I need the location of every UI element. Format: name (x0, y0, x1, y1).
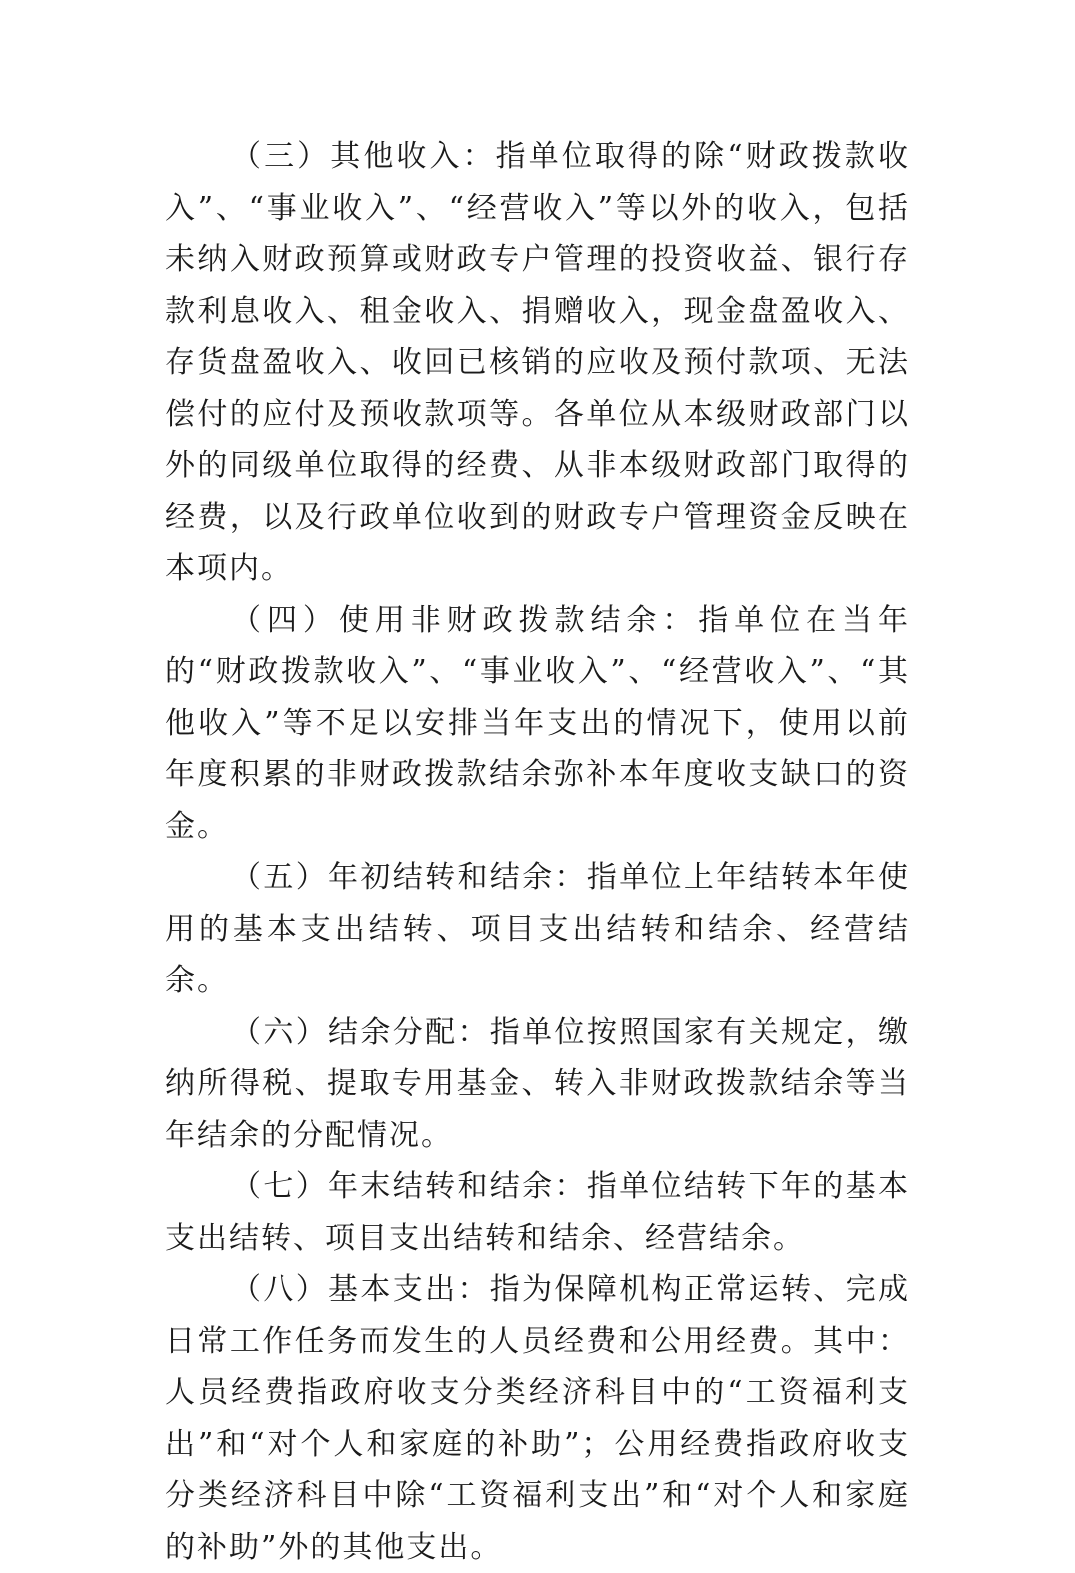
paragraph-other-income: （三）其他收入：指单位取得的除“财政拨款收入”、“事业收入”、“经营收入”等以外的收入，包括未纳入财政预算或财政专户管理的投资收益、银行存款利息收入、租金收入、捐赠收入，现金盘盈收入、存货盘盈收入、收回已核销的应收及预付款项、无法偿付的应付及预收款项等。各单位从本级财政部门以外的同级单位取得的经费、从非本级财政部门取得的经费，以及行政单位收到的财政专户管理资金反映在本项内。 (165, 139, 910, 586)
paragraph-balance-distribution: （六）结余分配：指单位按照国家有关规定，缴纳所得税、提取专用基金、转入非财政拨款结余等当年结余的分配情况。 (165, 1014, 910, 1153)
paragraph-closing-carryover: （七）年末结转和结余：指单位结转下年的基本支出结转、项目支出结转和结余、经营结余。 (165, 1169, 910, 1256)
document-page (165, 131, 910, 1573)
paragraph-non-fiscal-balance: （四）使用非财政拨款结余：指单位在当年的“财政拨款收入”、“事业收入”、“经营收入”、“其他收入”等不足以安排当年支出的情况下，使用以前年度积累的非财政拨款结余弥补本年度收支缺口的资金。 (165, 602, 910, 844)
paragraph-opening-carryover: （五）年初结转和结余：指单位上年结转本年使用的基本支出结转、项目支出结转和结余、经营结余。 (165, 860, 910, 998)
paragraph-basic-expenditure: （八）基本支出：指为保障机构正常运转、完成日常工作任务而发生的人员经费和公用经费。其中：人员经费指政府收支分类经济科目中的“工资福利支出”和“对个人和家庭的补助”；公用经费指政府收支分类经济科目中除“工资福利支出”和“对个人和家庭的补助”外的其他支出。 (165, 1272, 910, 1565)
